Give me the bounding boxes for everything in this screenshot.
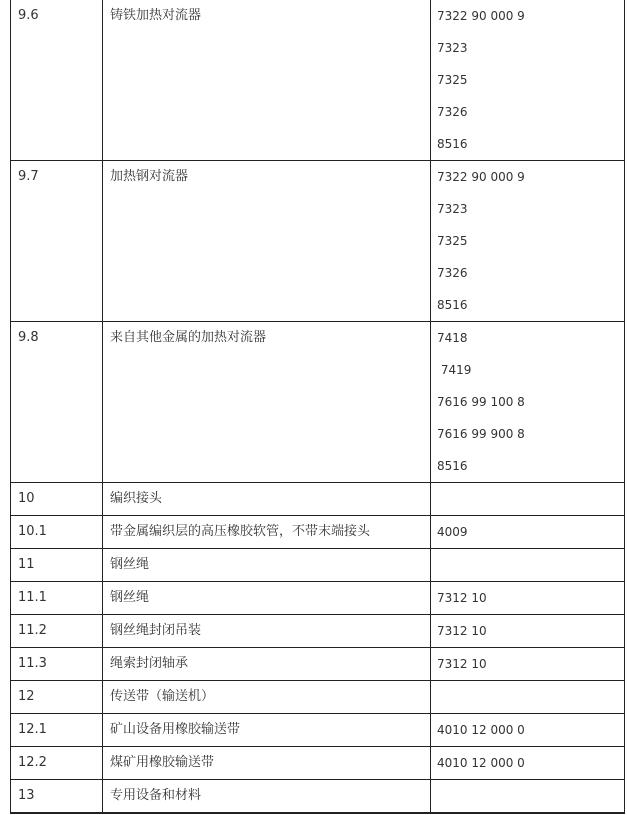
hs-code-cell — [431, 0, 625, 161]
hs-code: 8516 — [437, 137, 468, 151]
item-number-cell — [11, 714, 103, 747]
item-number: 11.2 — [18, 623, 47, 638]
hs-code-cell — [431, 161, 625, 322]
item-number-cell — [11, 780, 103, 813]
table-row — [11, 714, 625, 747]
hs-code-cell — [431, 714, 625, 747]
item-number: 12.2 — [18, 755, 47, 770]
product-name-cell — [103, 747, 431, 780]
item-number: 12 — [18, 689, 35, 704]
hs-code-cell — [431, 582, 625, 615]
item-number: 12.1 — [18, 722, 47, 737]
item-number-cell — [11, 615, 103, 648]
hs-code: 7325 — [437, 234, 468, 248]
item-number: 9.6 — [18, 8, 39, 23]
hs-code: 7325 — [437, 73, 468, 87]
product-name: 钢丝绳封闭吊装 — [110, 623, 202, 638]
hs-code-cell — [431, 516, 625, 549]
product-name: 加热钢对流器 — [110, 169, 189, 184]
hs-code: 7323 — [437, 202, 468, 216]
item-number: 11.3 — [18, 656, 47, 671]
hs-code: 7323 — [437, 41, 468, 55]
product-name-cell — [103, 161, 431, 322]
table-row — [11, 648, 625, 681]
product-name-cell — [103, 483, 431, 516]
item-number: 9.7 — [18, 169, 39, 184]
product-name-cell — [103, 681, 431, 714]
table-body — [11, 0, 625, 814]
hs-code-cell — [431, 813, 625, 814]
table-row — [11, 615, 625, 648]
hs-code: 7418 — [437, 331, 468, 345]
table-row — [11, 161, 625, 322]
hs-code: 7326 — [437, 266, 468, 280]
product-name: 绳索封闭轴承 — [110, 656, 189, 671]
table-row — [11, 780, 625, 813]
item-number-cell — [11, 0, 103, 161]
table-row — [11, 0, 625, 161]
product-name: 矿山设备用橡胶输送带 — [110, 722, 241, 737]
hs-code: 7312 10 — [437, 591, 487, 605]
product-name: 专用设备和材料 — [110, 788, 202, 803]
hs-code-cell — [431, 648, 625, 681]
product-name: 传送带（输送机） — [110, 689, 215, 704]
hs-code: 4010 12 000 0 — [437, 723, 525, 737]
table-row — [11, 681, 625, 714]
hs-code-cell — [431, 483, 625, 516]
item-number-cell — [11, 582, 103, 615]
hs-code: 8516 — [437, 298, 468, 312]
hs-code-cell — [431, 549, 625, 582]
item-number-cell — [11, 813, 103, 814]
hs-code: 4009 — [437, 525, 468, 539]
item-number-cell — [11, 161, 103, 322]
table-row — [11, 582, 625, 615]
item-number-cell — [11, 681, 103, 714]
table-row — [11, 483, 625, 516]
item-number: 9.8 — [18, 330, 39, 345]
hs-code-cell — [431, 681, 625, 714]
product-name: 铸铁加热对流器 — [110, 8, 202, 23]
table-row — [11, 549, 625, 582]
item-number-cell — [11, 322, 103, 483]
item-number-cell — [11, 516, 103, 549]
product-name: 煤矿用橡胶输送带 — [110, 755, 215, 770]
item-number-cell — [11, 483, 103, 516]
product-name-cell — [103, 516, 431, 549]
product-name-cell — [103, 813, 431, 814]
hs-code: 4010 12 000 0 — [437, 756, 525, 770]
product-name-cell — [103, 322, 431, 483]
product-name: 来自其他金属的加热对流器 — [110, 330, 267, 345]
item-number: 10.1 — [18, 524, 47, 539]
hs-code: 7616 99 900 8 — [437, 427, 525, 441]
item-number-cell — [11, 549, 103, 582]
product-name-cell — [103, 780, 431, 813]
product-name-cell — [103, 549, 431, 582]
product-name: 编织接头 — [110, 491, 163, 506]
item-number: 13 — [18, 788, 35, 803]
product-name: 带金属编织层的高压橡胶软管，不带末端接头 — [110, 524, 371, 539]
item-number: 11.1 — [18, 590, 47, 605]
item-number-cell — [11, 648, 103, 681]
item-number: 10 — [18, 491, 35, 506]
table-row — [11, 516, 625, 549]
product-name: 钢丝绳 — [110, 590, 150, 605]
hs-code-cell — [431, 615, 625, 648]
hs-code: 7322 90 000 9 — [437, 9, 525, 23]
hs-code: 7322 90 000 9 — [437, 170, 525, 184]
table-row — [11, 322, 625, 483]
table-row — [11, 813, 625, 814]
hs-code: 7326 — [437, 105, 468, 119]
hs-code-cell — [431, 322, 625, 483]
product-name-cell — [103, 582, 431, 615]
hs-code: 7312 10 — [437, 657, 487, 671]
hs-code-cell — [431, 747, 625, 780]
customs-code-table — [10, 0, 625, 814]
hs-code: 8516 — [437, 459, 468, 473]
product-name-cell — [103, 0, 431, 161]
hs-code: 7312 10 — [437, 624, 487, 638]
table-row — [11, 747, 625, 780]
product-name-cell — [103, 615, 431, 648]
hs-code-cell — [431, 780, 625, 813]
product-name-cell — [103, 648, 431, 681]
item-number: 11 — [18, 557, 35, 572]
hs-code: 7616 99 100 8 — [437, 395, 525, 409]
hs-code: 7419 — [437, 363, 472, 377]
product-name-cell — [103, 714, 431, 747]
product-name: 钢丝绳 — [110, 557, 150, 572]
item-number-cell — [11, 747, 103, 780]
